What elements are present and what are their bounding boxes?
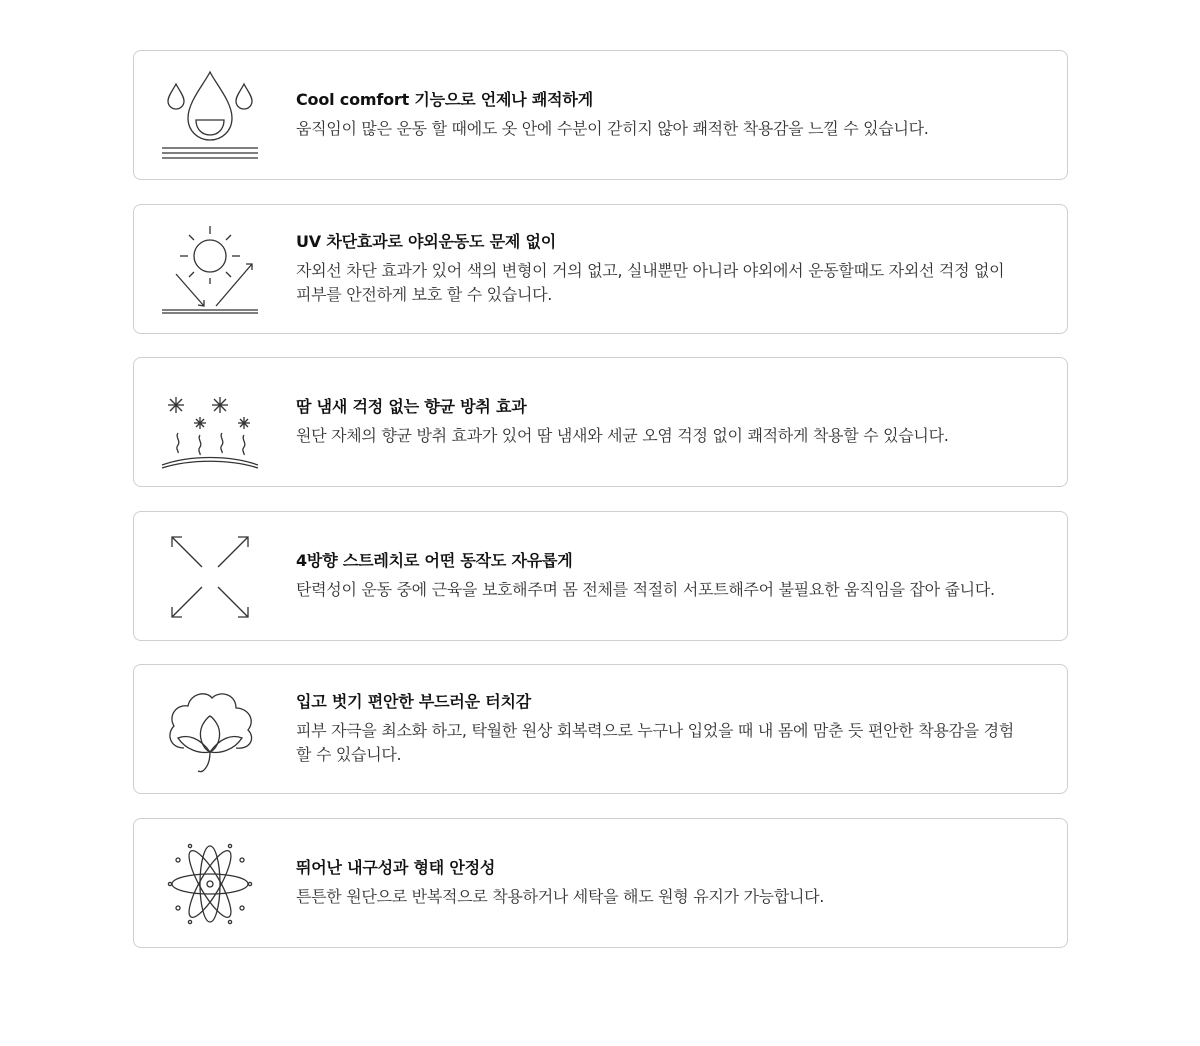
feature-description: 탄력성이 운동 중에 근육을 보호해주며 몸 전체를 적절히 서포트해주어 불필요한 움직임을 잡아 줍니다.: [296, 579, 995, 599]
feature-card-cool-comfort: [133, 50, 1068, 180]
feature-card-uv: [133, 204, 1068, 334]
cotton-flower-icon: [160, 682, 260, 778]
feature-description: 피부 자극을 최소화 하고, 탁월한 원상 회복력으로 누구나 입었을 때 내 몸에 맘춘 듯 편안한 착용감을 경험할 수 있습니다.: [296, 721, 1014, 764]
sun-uv-icon: [160, 222, 260, 318]
stretch-arrows-icon: [160, 529, 260, 625]
feature-description: 움직임이 많은 운동 할 때에도 옷 안에 수분이 갇히지 않아 쾌적한 착용감을 느낄 수 있습니다.: [296, 119, 929, 138]
feature-title: Cool comfort 기능으로 언제나 쾌적하게: [296, 90, 593, 109]
feature-title: 뛰어난 내구성과 형태 안정성: [296, 857, 496, 877]
feature-description: 원단 자체의 향균 방취 효과가 있어 땀 냄새와 세균 오염 걱정 없이 쾌적하게 착용할 수 있습니다.: [296, 426, 949, 445]
feature-title: UV 차단효과로 야외운동도 문제 없이: [296, 231, 557, 251]
feature-list: [133, 50, 1068, 971]
feature-card-stretch: [133, 511, 1068, 641]
feature-card-antibacterial: [133, 357, 1068, 487]
water-drop-icon: [160, 68, 260, 164]
feature-card-durability: [133, 818, 1068, 948]
feature-title: 땀 냄새 걱정 없는 향균 방취 효과: [296, 397, 527, 416]
feature-description: 튼튼한 원단으로 반복적으로 착용하거나 세탁을 해도 원형 유지가 가능합니다.: [296, 886, 825, 906]
odor-sparkle-icon: [160, 375, 260, 471]
feature-card-soft-touch: [133, 664, 1068, 794]
feature-title: 입고 벗기 편안한 부드러운 터치감: [296, 692, 532, 711]
atom-durability-icon: [160, 836, 260, 932]
feature-title: 4방향 스트레치로 어떤 동작도 자유롭게: [296, 550, 573, 570]
feature-description: 자외선 차단 효과가 있어 색의 변형이 거의 없고, 실내뿐만 아니라 야외에서 운동할때도 자외선 걱정 없이 피부를 안전하게 보호 할 수 있습니다.: [296, 260, 1005, 304]
